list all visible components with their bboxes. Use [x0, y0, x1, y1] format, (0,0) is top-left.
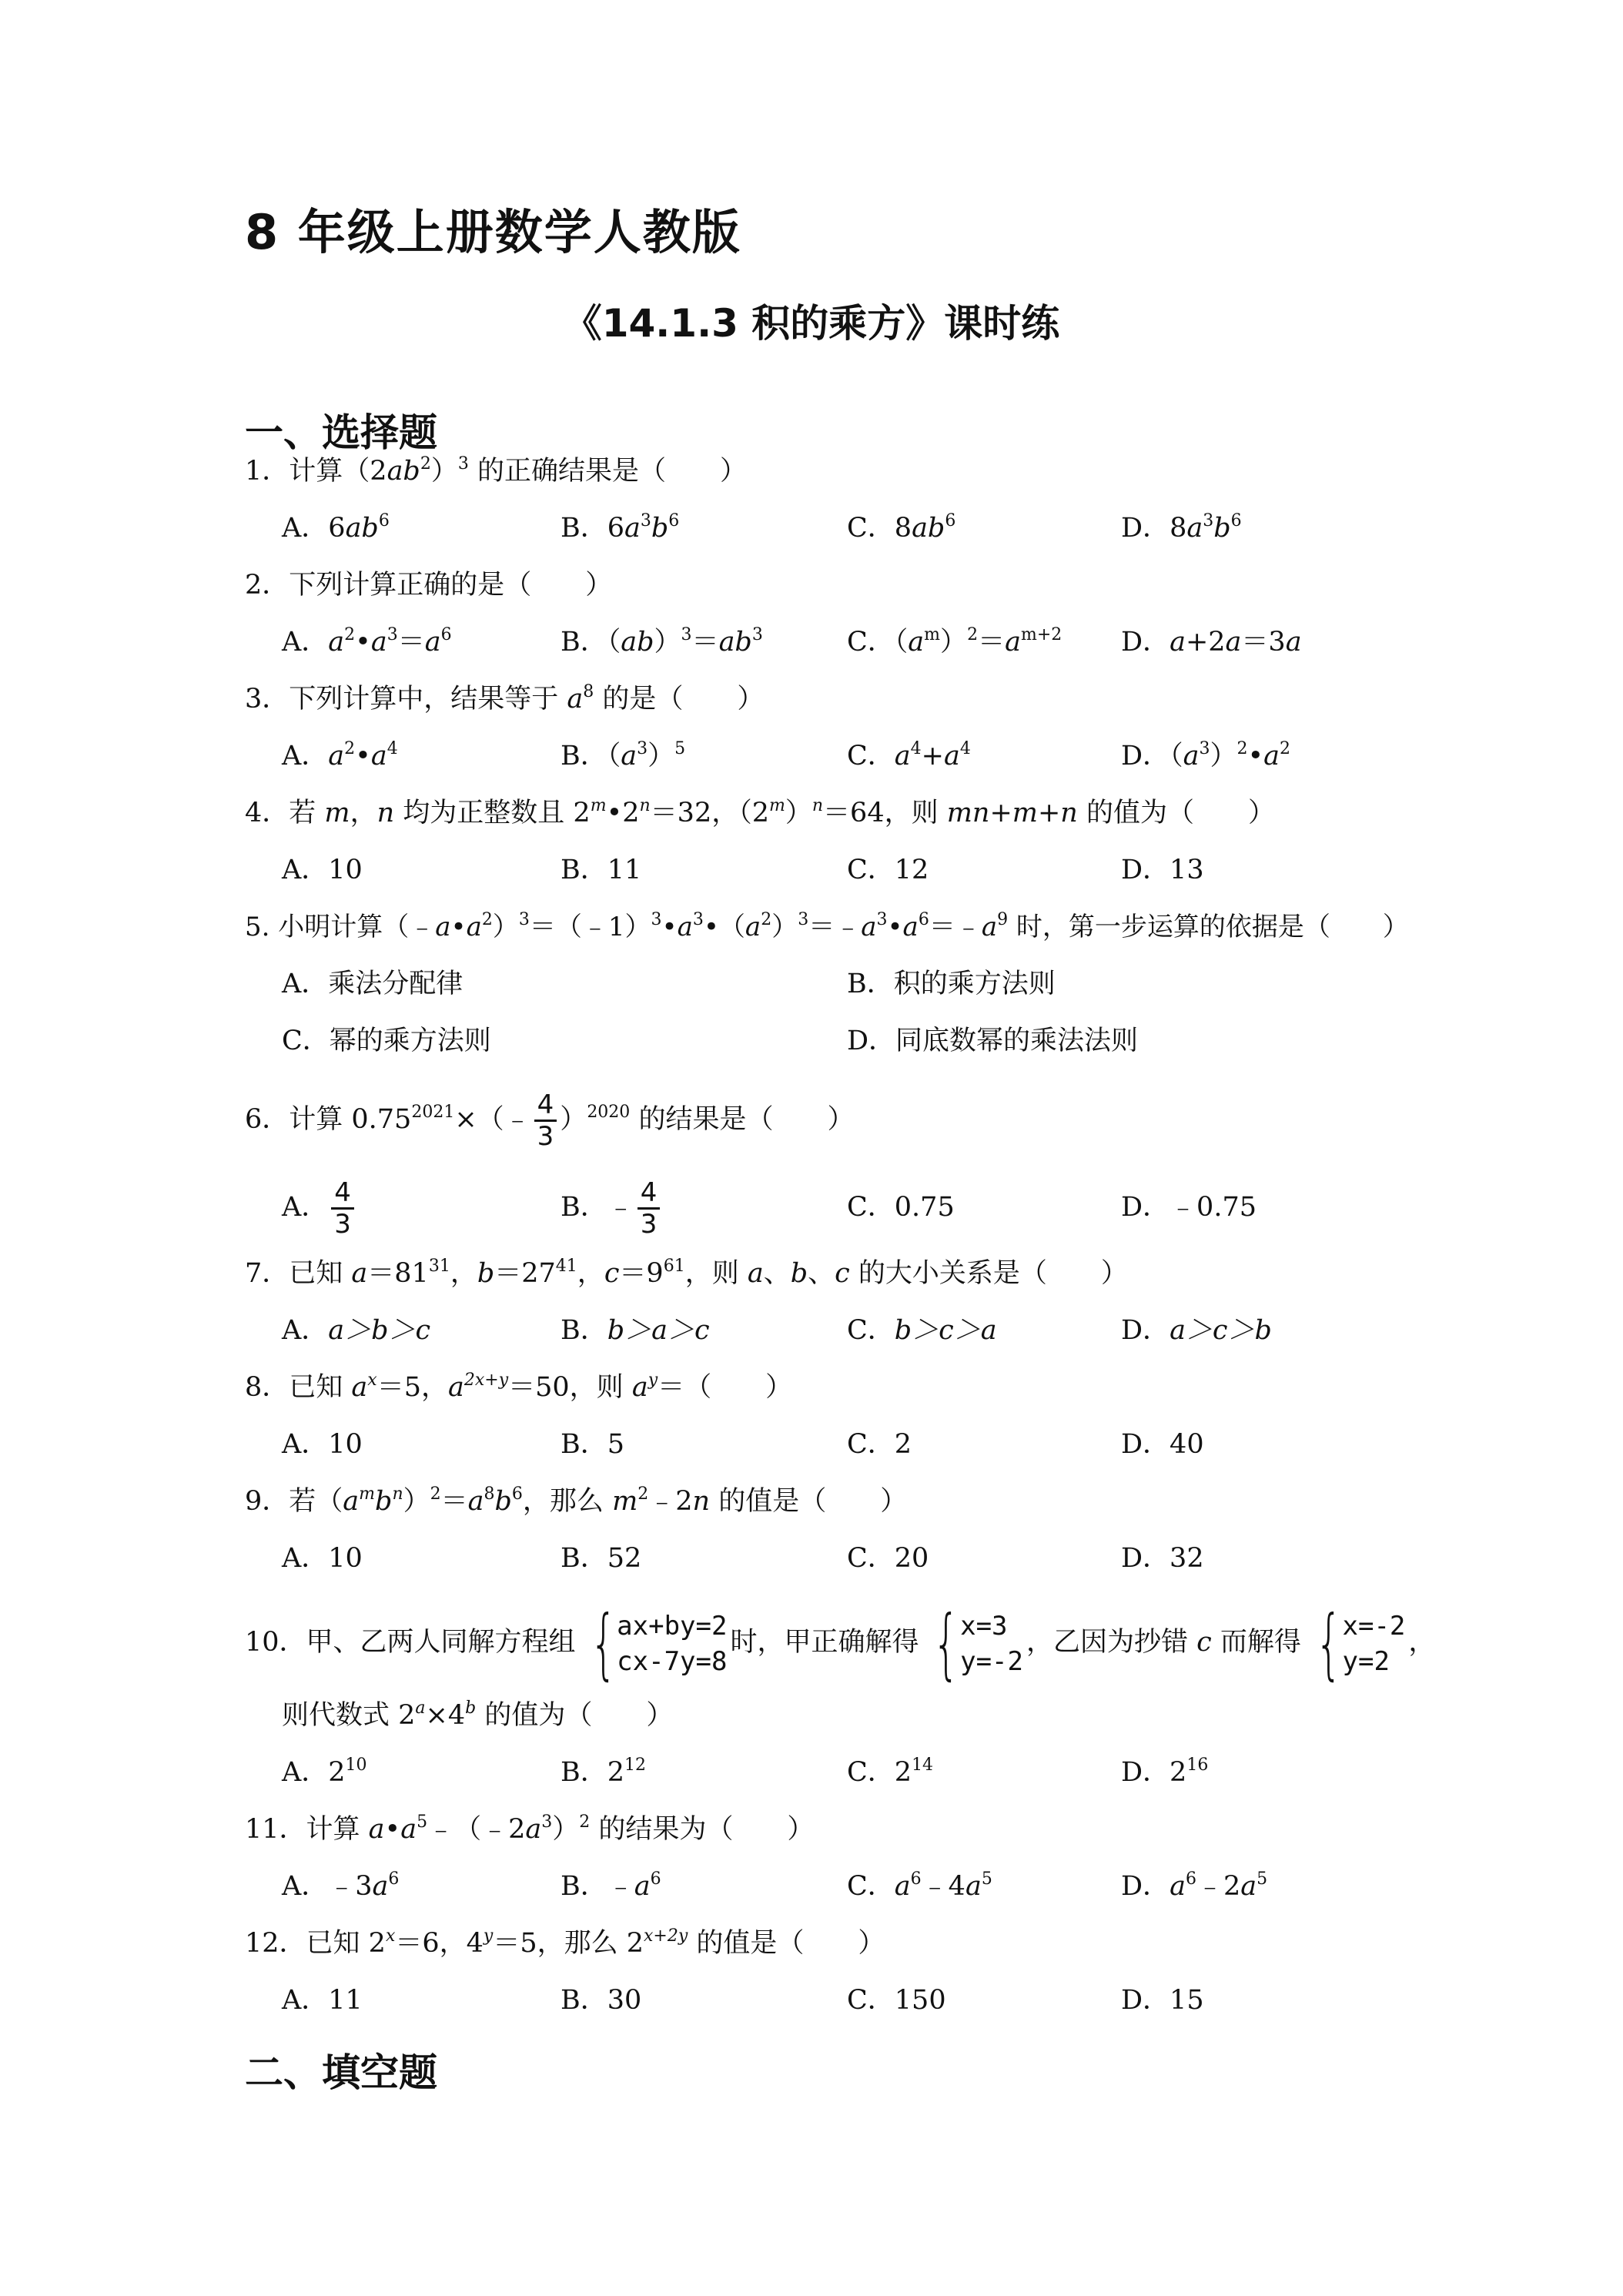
q4-option-d: D．13 [1121, 855, 1204, 885]
q5-option-a: A．乘法分配律 [282, 969, 463, 999]
q8-option-b: B．5 [561, 1429, 624, 1460]
question-7: 7．已知 $a=81^{31}$，$b=27^{41}$，$c=9^{61}$，则 a、b、c 的大小关系是（ ） [245, 1257, 1128, 1289]
section-heading-fill-in: 二、填空题 [245, 2050, 437, 2095]
q1-option-a: A．$6ab^6$ [282, 511, 390, 544]
q10-option-b: B．$2^{12}$ [561, 1755, 646, 1788]
q8-option-c: C．2 [847, 1429, 912, 1460]
q11-option-b: B．$﹣a^6$ [561, 1869, 661, 1902]
question-6: 6．计算 $0.75^{2021}\times(﹣$ $\frac{4}{3}$ ）$^{2020}$ 的结果是（ ） [245, 1089, 855, 1152]
question-2: 2．下列计算正确的是（ ） [245, 570, 613, 601]
solution-system-b: { x=-2 y=2 [1315, 1598, 1406, 1689]
question-9: 9．若$(a^mb^n)^2=a^8b^6$，那么 $m^2﹣2n$ 的值是（ ） [245, 1484, 908, 1517]
question-8: 8．已知 $a^x=5$，$a^{2x+y}=50$，则 $a^y=$（ ） [245, 1371, 793, 1403]
q4-option-b: B．11 [561, 855, 642, 885]
q5-option-c: C．幂的乘方法则 [282, 1026, 491, 1056]
question-10-line-2: 则代数式 $2^a\times 4^b$ 的值为（ ） [282, 1699, 674, 1731]
question-10: 10．甲、乙两人同解方程组 { ax+by=2 cx-7y=8 时，甲正确解得 { x=3 y=-2 ，乙因为抄错 c 而解得 { x=-2 y=2 ， [245, 1598, 1436, 1689]
q12-option-b: B．30 [561, 1985, 642, 2016]
question-1: 1．计算$(2ab^2)^3$ 的正确结果是（ ） [245, 454, 747, 487]
document-title: 8 年级上册数学人教版 [245, 204, 741, 260]
fraction: $\frac{4}{3}$ [331, 1178, 354, 1239]
q6-option-a: A． $\frac{4}{3}$ [282, 1170, 357, 1244]
document-subtitle: 《14.1.3 积的乘方》课时练 [563, 301, 1060, 346]
question-4: 4．若 m，n 均为正整数且 $2^m•2^n=32$，$(2^m)^n=64$，则 mn+m+n 的值为（ ） [245, 796, 1275, 828]
question-3: 3．下列计算中，结果等于 $a^8$ 的是（ ） [245, 682, 765, 715]
q4-option-c: C．12 [847, 855, 929, 885]
fraction: $\frac{4}{3}$ [534, 1090, 557, 1151]
q12-option-a: A．11 [282, 1985, 363, 2016]
q8-option-a: A．10 [282, 1429, 363, 1460]
q9-option-d: D．32 [1121, 1543, 1204, 1574]
q2-option-a: A．$a^2•a^3=a^6$ [282, 625, 452, 658]
q7-option-d: D．a＞c＞b [1121, 1315, 1272, 1346]
q5-option-b: B．积的乘方法则 [847, 969, 1056, 999]
q9-option-a: A．10 [282, 1543, 363, 1574]
q3-option-b: B．$(a^3)^5$ [561, 739, 686, 771]
q11-option-a: A．$﹣3a^6$ [282, 1869, 400, 1902]
q10-option-a: A．$2^{10}$ [282, 1755, 367, 1788]
equation-system: { ax+by=2 cx-7y=8 [589, 1598, 728, 1689]
fraction: $\frac{4}{3}$ [637, 1178, 661, 1239]
q5-option-d: D．同底数幂的乘法法则 [847, 1026, 1139, 1056]
q7-option-b: B．b＞a＞c [561, 1315, 710, 1346]
q10-option-d: D．$2^{16}$ [1121, 1755, 1209, 1788]
q11-option-d: D．$a^6﹣2a^5$ [1121, 1869, 1268, 1902]
q6-option-b: B．﹣ $\frac{4}{3}$ [561, 1170, 663, 1244]
q3-option-a: A．$a^2•a^4$ [282, 739, 398, 771]
q1-option-c: C．$8ab^6$ [847, 511, 956, 544]
q8-option-d: D．40 [1121, 1429, 1204, 1460]
q7-option-a: A．a＞b＞c [282, 1315, 431, 1346]
q10-option-c: C．$2^{14}$ [847, 1755, 934, 1788]
question-12: 12．已知 $2^x=6$，$4^y=5$，那么 $2^{x+2y}$ 的值是（ ） [245, 1926, 885, 1959]
q3-option-d: D．$(a^3)^2•a^2$ [1121, 739, 1290, 771]
section-heading-choice: 一、选择题 [245, 410, 437, 455]
solution-system-a: { x=3 y=-2 [932, 1598, 1023, 1689]
question-5: 5. 小明计算$(﹣a•a^2)^3=(﹣1)^3•a^3•(a^2)^3=﹣a^3•a^6=﹣a^9$ 时，第一步运算的依据是（ ） [245, 910, 1409, 942]
q2-option-c: C．$(a^m)^2=a^{m+2}$ [847, 625, 1062, 658]
q12-option-d: D．15 [1121, 1985, 1204, 2016]
q3-option-c: C．$a^4+a^4$ [847, 739, 971, 771]
q7-option-c: C．b＞c＞a [847, 1315, 997, 1346]
brace-icon: { [1315, 1598, 1343, 1689]
q12-option-c: C．150 [847, 1985, 946, 2016]
q6-option-c: C．0.75 [847, 1192, 955, 1223]
q4-option-a: A．10 [282, 855, 363, 885]
q6-option-d: D．﹣0.75 [1121, 1192, 1257, 1223]
q11-option-c: C．$a^6﹣4a^5$ [847, 1869, 992, 1902]
brace-icon: { [589, 1598, 617, 1689]
q9-option-c: C．20 [847, 1543, 929, 1574]
q2-option-b: B．$(ab)^3=ab^3$ [561, 625, 763, 658]
q2-option-d: D．a+2a＝3a [1121, 627, 1302, 658]
q9-option-b: B．52 [561, 1543, 642, 1574]
brace-icon: { [932, 1598, 960, 1689]
question-11: 11．计算 $a•a^5﹣(﹣2a^3)^2$ 的结果为（ ） [245, 1812, 815, 1845]
q1-option-d: D．$8a^3b^6$ [1121, 511, 1242, 544]
q1-option-b: B．$6a^3b^6$ [561, 511, 680, 544]
